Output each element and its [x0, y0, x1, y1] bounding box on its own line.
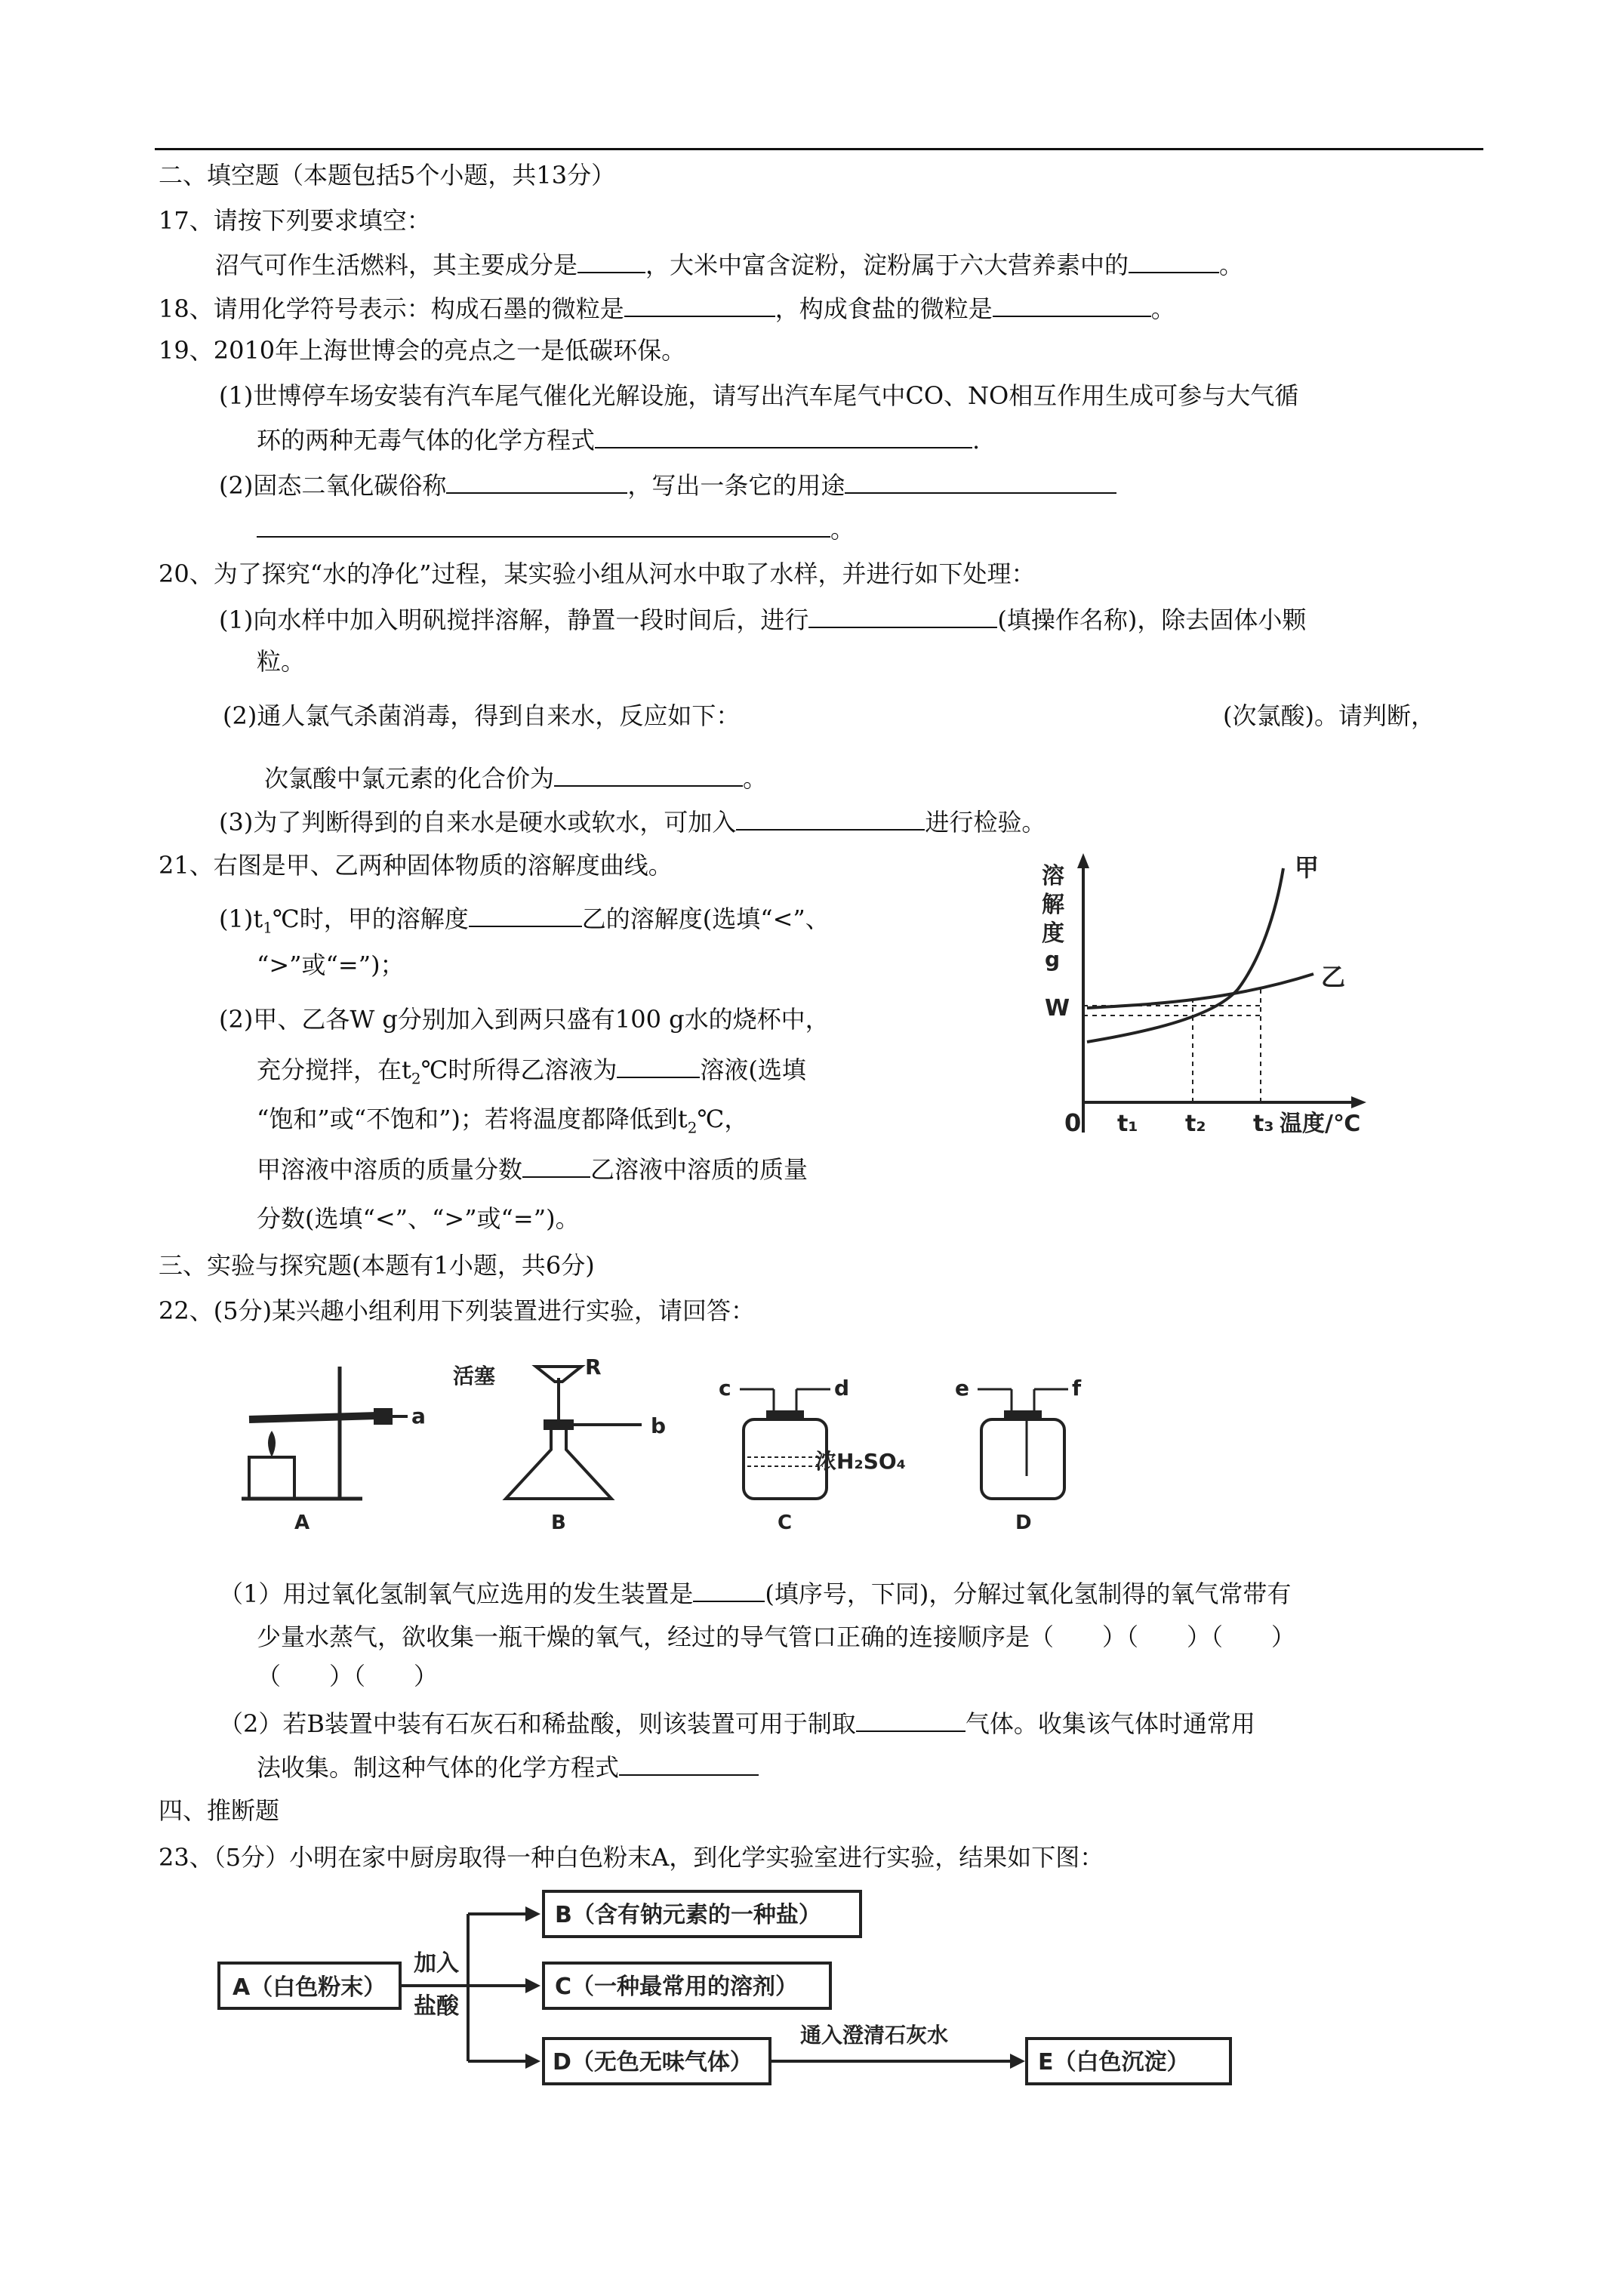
answer-blank[interactable]	[554, 763, 743, 787]
q19-p1b-line	[257, 424, 980, 455]
apparatus-a-label: A	[294, 1512, 310, 1533]
section-4-title: 四、推断题	[159, 1796, 280, 1825]
graph-ylabel-2: 解	[1042, 892, 1064, 918]
answer-blank[interactable]	[595, 424, 972, 448]
q21-p2-text-b: 充分搅拌，在t	[257, 1056, 411, 1084]
q18-line	[159, 293, 1175, 324]
q21-p1-text-c: 乙的溶解度(选填“<”、	[581, 905, 830, 933]
q21-p2i: 分数(选填“<”、“>”或“=”)。	[257, 1204, 580, 1233]
graph-t1-label: t₁	[1117, 1111, 1138, 1137]
answer-blank[interactable]	[1129, 249, 1219, 273]
box-d-label: D（无色无味气体）	[553, 2049, 753, 2076]
apparatus-c-label: C	[778, 1512, 793, 1533]
q17-text-c: 。	[1219, 251, 1244, 279]
funnel-r-label: R	[585, 1354, 602, 1379]
q20-p2b: (次氯酸)。请判断，	[1223, 701, 1435, 730]
q20-p1-line	[219, 604, 1306, 635]
graph-x-arrow	[1351, 1096, 1366, 1108]
q21-t-text: (1)t	[219, 905, 263, 933]
q17-text-a: 沼气可作生活燃料，其主要成分是	[215, 251, 578, 279]
answer-blank[interactable]	[619, 1752, 759, 1776]
q23-stem: 23、（5分）小明在家中厨房取得一种白色粉末A，到化学实验室进行实验，结果如下图：	[159, 1843, 1104, 1872]
q20-p2c-text: 次氯酸中氯元素的化合价为	[264, 764, 555, 793]
graph-xlabel: 温度/℃	[1280, 1111, 1361, 1137]
answer-blank[interactable]	[446, 470, 627, 494]
q22-p1-line	[219, 1578, 1291, 1609]
q21-stem: 21、右图是甲、乙两种固体物质的溶解度曲线。	[159, 851, 673, 880]
q21-p2a: (2)甲、乙各W g分别加入到两只盛有100 g水的烧杯中，	[219, 1005, 830, 1034]
q17-line	[215, 249, 1243, 280]
section-3-title: 三、实验与探究题(本题有1小题，共6分)	[159, 1251, 595, 1280]
q19-p2-text-b: ，写出一条它的用途	[627, 471, 845, 500]
q21-p2-text-h: 乙溶液中溶质的质量	[590, 1155, 808, 1184]
graph-t3-label: t₃	[1253, 1111, 1274, 1137]
q19-p2-continue	[257, 513, 855, 544]
acid-label: 浓H₂SO₄	[815, 1449, 906, 1474]
q19-text: 环的两种无毒气体的化学方程式	[257, 426, 596, 455]
box-a-label: A（白色粉末）	[233, 1974, 387, 2001]
q20-p2a: (2)通人氯气杀菌消毒，得到自来水，反应如下：	[223, 701, 741, 730]
answer-blank[interactable]	[257, 513, 830, 538]
graph-series-yi: 乙	[1321, 963, 1346, 991]
q17-text-b: ，大米中富含淀粉，淀粉属于六大营养素中的	[645, 251, 1129, 279]
answer-blank[interactable]	[617, 1054, 700, 1078]
apparatus-a	[242, 1367, 426, 1533]
q20-p3-text-a: (3)为了判断得到的自来水是硬水或软水，可加入	[219, 808, 737, 837]
q20-p3-text-b: 进行检验。	[925, 808, 1046, 837]
q21-t2-subscript-2: 2	[687, 1118, 698, 1137]
q21-p1d: “>”或“=”)；	[257, 951, 405, 979]
arrow-head-b	[525, 1906, 540, 1922]
q22-p2-text-a: （2）若B装置中装有石灰石和稀盐酸，则该装置可用于制取	[219, 1709, 856, 1738]
port-c-label: c	[719, 1376, 731, 1401]
q21-p1-line	[219, 903, 830, 942]
q19-stem: 19、2010年上海世博会的亮点之一是低碳环保。	[159, 336, 686, 365]
add-label-1: 加入	[414, 1950, 459, 1977]
q21-p2-text-e: “饱和”或“不饱和”)；若将温度都降低到t	[257, 1105, 688, 1133]
answer-blank[interactable]	[469, 903, 582, 927]
answer-blank[interactable]	[577, 249, 645, 273]
q20-stem: 20、为了探究“水的净化”过程，某实验小组从河水中取了水样，并进行如下处理：	[159, 559, 1036, 588]
arrow-head-c	[525, 1978, 540, 1993]
apparatus-c	[719, 1376, 906, 1533]
port-a-label: a	[411, 1404, 426, 1428]
q17-stem: 17、请按下列要求填空：	[159, 206, 431, 235]
add-label-2: 盐酸	[414, 1993, 459, 2020]
q20-p2c-line	[264, 763, 767, 794]
section-2-title: 二、填空题（本题包括5个小题，共13分）	[159, 161, 616, 190]
q22-p2-text-b: 气体。收集该气体时通常用	[965, 1709, 1255, 1738]
apparatus-d-label: D	[1015, 1512, 1032, 1533]
q21-p2-line3	[257, 1104, 748, 1142]
q21-p2-text-d: 溶液(选填	[700, 1056, 806, 1084]
flow-diagram	[211, 1876, 1283, 2103]
q22-p2c-line	[257, 1752, 759, 1783]
arrow-head-d	[525, 2054, 540, 2069]
answer-blank[interactable]	[693, 1578, 765, 1602]
solubility-graph	[1042, 846, 1381, 1148]
q18-text-b: ，构成食盐的微粒是	[775, 294, 993, 323]
answer-blank[interactable]	[736, 806, 925, 831]
q21-p2-text-c: ℃时所得乙溶液为	[420, 1056, 617, 1084]
box-c-label: C（一种最常用的溶剂）	[555, 1974, 799, 2000]
q20-p1-text-a: (1)向水样中加入明矾搅拌溶解，静置一段时间后，进行	[219, 606, 809, 634]
q19-p1a: (1)世博停车场安装有汽车尾气催化光解设施，请写出汽车尾气中CO、NO相互作用生成可参与大气循	[219, 381, 1299, 410]
apparatus-b	[453, 1354, 666, 1533]
q21-t-subscript: 1	[263, 918, 273, 937]
q18-text-c: 。	[1150, 294, 1175, 323]
q22-p1-text-a: （1）用过氧化氢制氧气应选用的发生装置是	[219, 1579, 694, 1608]
graph-ylabel-1: 溶	[1042, 863, 1064, 889]
pass-label: 通入澄清石灰水	[800, 2023, 949, 2048]
curve-yi	[1087, 974, 1313, 1008]
q19-period: .	[972, 426, 981, 455]
port-d-label: d	[834, 1376, 850, 1401]
graph-origin-label: 0	[1064, 1108, 1082, 1137]
answer-blank[interactable]	[624, 293, 775, 317]
graph-w-label: W	[1045, 995, 1070, 1022]
answer-blank[interactable]	[993, 293, 1151, 317]
q19-p2-period: 。	[830, 515, 855, 544]
valve-label: 活塞	[453, 1364, 496, 1388]
q19-p2-line	[219, 470, 1116, 501]
port-e-label: e	[955, 1376, 969, 1401]
header-rule	[155, 148, 1483, 150]
q20-p3-line	[219, 806, 1046, 837]
box-b-label: B（含有钠元素的一种盐）	[555, 1902, 821, 1928]
graph-ylabel-4: g	[1045, 947, 1061, 972]
graph-series-jia: 甲	[1295, 853, 1320, 882]
q21-t2-subscript: 2	[411, 1069, 421, 1088]
q21-p2-line2	[257, 1054, 806, 1093]
q22-p1-text-b: (填序号，下同)，分解过氧化氢制得的氧气常带有	[765, 1579, 1292, 1608]
q22-stem: 22、(5分)某兴趣小组利用下列装置进行实验，请回答：	[159, 1296, 756, 1325]
port-f-label: f	[1072, 1376, 1082, 1401]
q20-p1-text-b: (填操作名称)，除去固体小颗	[997, 606, 1307, 634]
answer-blank[interactable]	[856, 1708, 965, 1732]
q21-p2-text-f: ℃，	[697, 1105, 749, 1133]
graph-ylabel-3: 度	[1042, 920, 1064, 947]
q21-p2-line4	[257, 1154, 808, 1185]
q19-p2-text-a: (2)固态二氧化碳俗称	[219, 471, 447, 500]
box-e-label: E（白色沉淀）	[1038, 2049, 1190, 2076]
answer-blank[interactable]	[845, 470, 1116, 494]
answer-blank[interactable]	[808, 604, 997, 628]
apparatus-d	[955, 1376, 1082, 1533]
port-b-label: b	[651, 1413, 667, 1438]
q20-p1c: 粒。	[257, 647, 306, 676]
graph-t2-label: t₂	[1185, 1111, 1206, 1137]
q22-p2-text-c: 法收集。制这种气体的化学方程式	[257, 1753, 620, 1782]
q22-p1c: 少量水蒸气，欲收集一瓶干燥的氧气，经过的导气管口正确的连接顺序是（ ）（ ）（ ）	[257, 1623, 1296, 1651]
q21-p2-text-g: 甲溶液中溶质的质量分数	[257, 1155, 523, 1184]
graph-y-arrow	[1077, 853, 1089, 868]
q22-p1d: （ ）（ ）	[257, 1662, 439, 1690]
q21-p1-text-b: ℃时，甲的溶解度	[272, 905, 469, 933]
q18-text-a: 18、请用化学符号表示：构成石墨的微粒是	[159, 294, 624, 323]
q22-p2-line	[219, 1708, 1255, 1739]
answer-blank[interactable]	[522, 1154, 590, 1178]
arrow-head-e	[1010, 2054, 1025, 2069]
apparatus-b-label: B	[551, 1512, 566, 1533]
q20-p2d-text: 。	[743, 764, 768, 793]
apparatus-figure	[219, 1344, 1246, 1533]
